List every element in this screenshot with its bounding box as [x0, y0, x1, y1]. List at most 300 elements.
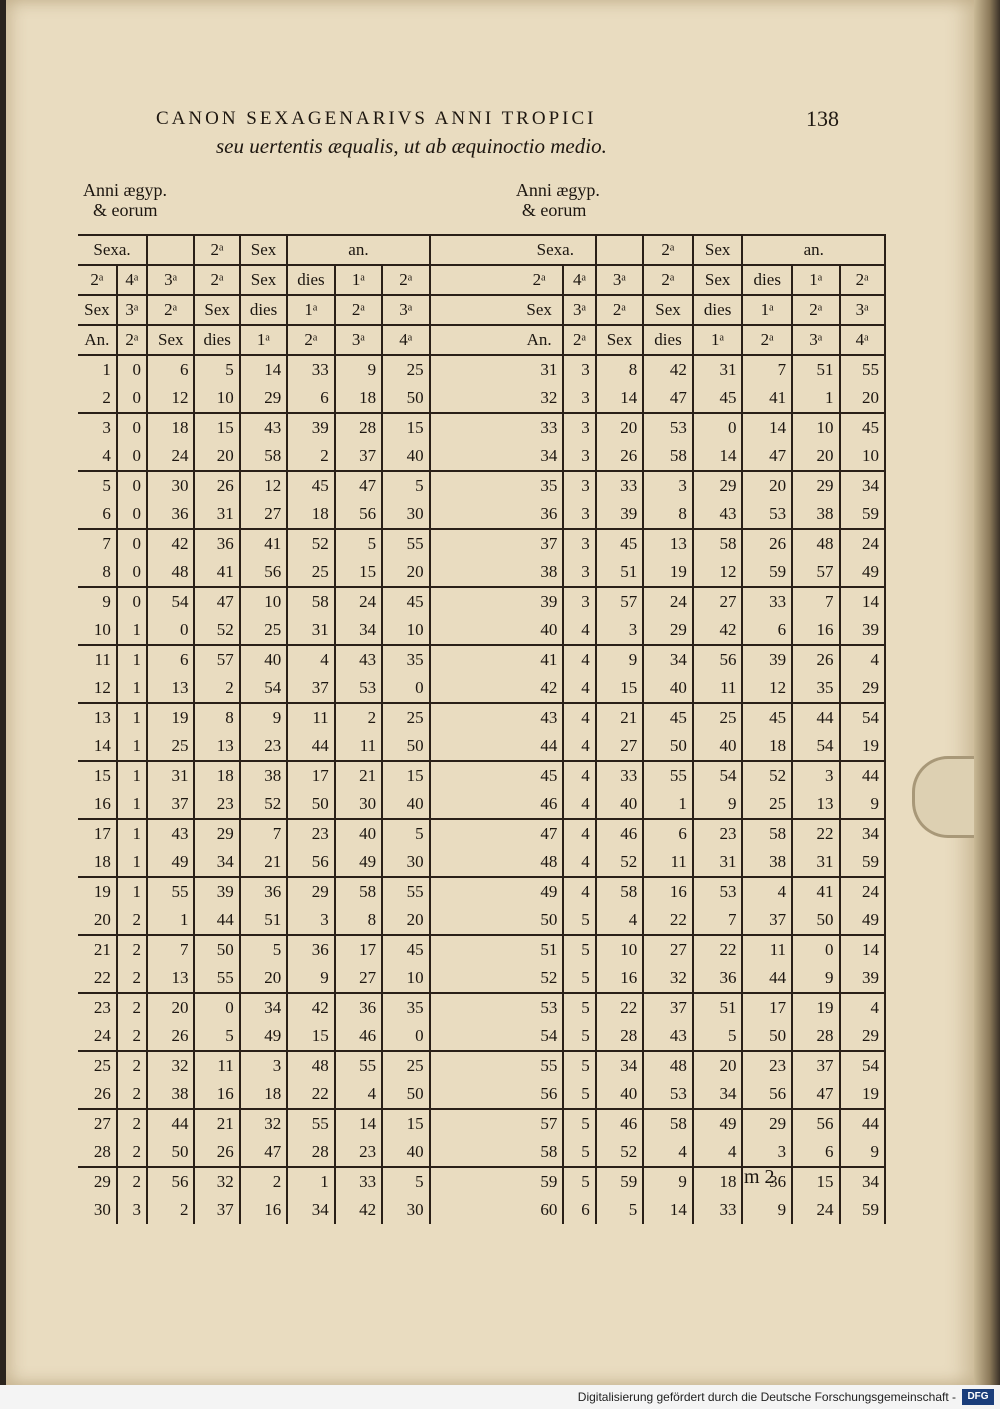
value-cell: 29 — [240, 384, 287, 413]
value-cell: 6 — [147, 355, 194, 384]
value-cell: 31 — [792, 848, 839, 877]
value-cell: 5 — [596, 1196, 643, 1224]
value-cell: 3 — [240, 1051, 287, 1080]
year-cell: 53 — [516, 993, 563, 1022]
value-cell: 3 — [563, 355, 595, 384]
value-cell: 54 — [240, 674, 287, 703]
value-cell: 20 — [382, 906, 429, 935]
value-cell: 25 — [287, 558, 334, 587]
value-cell: 51 — [792, 355, 839, 384]
gap-cell — [430, 1051, 516, 1080]
value-cell: 25 — [147, 732, 194, 761]
value-cell: 33 — [335, 1167, 382, 1196]
year-cell: 47 — [516, 819, 563, 848]
value-cell: 18 — [240, 1080, 287, 1109]
value-cell: 10 — [240, 587, 287, 616]
value-cell: 19 — [840, 732, 885, 761]
value-cell: 29 — [693, 471, 743, 500]
value-cell: 1 — [117, 674, 147, 703]
left-header-cell: 1ᵃ — [240, 325, 287, 355]
value-cell: 4 — [693, 1138, 743, 1167]
table-row — [78, 848, 885, 877]
year-cell: 39 — [516, 587, 563, 616]
value-cell: 26 — [194, 1138, 239, 1167]
value-cell: 3 — [643, 471, 693, 500]
value-cell: 34 — [335, 616, 382, 645]
value-cell: 12 — [240, 471, 287, 500]
value-cell: 58 — [596, 877, 643, 906]
year-cell: 46 — [516, 790, 563, 819]
value-cell: 51 — [240, 906, 287, 935]
value-cell: 23 — [194, 790, 239, 819]
value-cell: 0 — [117, 355, 147, 384]
value-cell: 1 — [287, 1167, 334, 1196]
value-cell: 0 — [117, 529, 147, 558]
year-cell: 11 — [78, 645, 117, 674]
year-cell: 17 — [78, 819, 117, 848]
value-cell: 45 — [693, 384, 743, 413]
value-cell: 32 — [194, 1167, 239, 1196]
year-cell: 32 — [516, 384, 563, 413]
table-row — [78, 935, 885, 964]
value-cell: 47 — [335, 471, 382, 500]
value-cell: 5 — [382, 471, 429, 500]
value-cell: 40 — [335, 819, 382, 848]
value-cell: 1 — [117, 877, 147, 906]
value-cell: 8 — [194, 703, 239, 732]
left-header-cell: 3ᵃ — [117, 295, 147, 325]
value-cell: 3 — [563, 587, 595, 616]
year-cell: 5 — [78, 471, 117, 500]
value-cell: 39 — [840, 616, 885, 645]
value-cell: 40 — [240, 645, 287, 674]
value-cell: 19 — [643, 558, 693, 587]
year-cell: 20 — [78, 906, 117, 935]
value-cell: 19 — [792, 993, 839, 1022]
value-cell: 39 — [742, 645, 792, 674]
value-cell: 34 — [840, 819, 885, 848]
value-cell: 8 — [643, 500, 693, 529]
year-cell: 30 — [78, 1196, 117, 1224]
value-cell: 14 — [840, 935, 885, 964]
value-cell: 9 — [840, 790, 885, 819]
value-cell: 35 — [792, 674, 839, 703]
value-cell: 3 — [563, 442, 595, 471]
header-row-3 — [78, 295, 885, 325]
value-cell: 20 — [840, 384, 885, 413]
value-cell: 4 — [563, 674, 595, 703]
value-cell: 4 — [596, 906, 643, 935]
right-header-cell: dies — [643, 325, 693, 355]
value-cell: 33 — [742, 587, 792, 616]
value-cell: 59 — [596, 1167, 643, 1196]
value-cell: 59 — [742, 558, 792, 587]
value-cell: 24 — [792, 1196, 839, 1224]
value-cell: 59 — [840, 500, 885, 529]
value-cell: 36 — [194, 529, 239, 558]
value-cell: 29 — [287, 877, 334, 906]
value-cell: 58 — [287, 587, 334, 616]
value-cell: 54 — [840, 1051, 885, 1080]
value-cell: 31 — [693, 355, 743, 384]
left-header-cell: Sex — [194, 295, 239, 325]
value-cell: 57 — [596, 587, 643, 616]
value-cell: 55 — [643, 761, 693, 790]
value-cell: 32 — [643, 964, 693, 993]
value-cell: 23 — [742, 1051, 792, 1080]
right-header-cell — [596, 235, 643, 265]
right-block-title — [516, 180, 885, 235]
year-cell: 27 — [78, 1109, 117, 1138]
value-cell: 2 — [117, 1138, 147, 1167]
value-cell: 20 — [194, 442, 239, 471]
year-cell: 29 — [78, 1167, 117, 1196]
value-cell: 25 — [742, 790, 792, 819]
value-cell: 22 — [596, 993, 643, 1022]
value-cell: 43 — [147, 819, 194, 848]
value-cell: 23 — [240, 732, 287, 761]
value-cell: 2 — [117, 935, 147, 964]
value-cell: 22 — [693, 935, 743, 964]
value-cell: 57 — [792, 558, 839, 587]
value-cell: 24 — [643, 587, 693, 616]
page-number: 138 — [806, 106, 839, 131]
value-cell: 7 — [240, 819, 287, 848]
value-cell: 20 — [147, 993, 194, 1022]
value-cell: 21 — [596, 703, 643, 732]
value-cell: 36 — [693, 964, 743, 993]
value-cell: 15 — [335, 558, 382, 587]
gap-cell — [430, 645, 516, 674]
table-row — [78, 1051, 885, 1080]
value-cell: 5 — [382, 819, 429, 848]
value-cell: 15 — [792, 1167, 839, 1196]
table-row — [78, 616, 885, 645]
value-cell: 14 — [335, 1109, 382, 1138]
value-cell: 41 — [742, 384, 792, 413]
value-cell: 2 — [147, 1196, 194, 1224]
gap-cell — [430, 587, 516, 616]
left-header-cell: an. — [287, 235, 429, 265]
value-cell: 31 — [194, 500, 239, 529]
value-cell: 5 — [194, 1022, 239, 1051]
year-cell: 31 — [516, 355, 563, 384]
value-cell: 2 — [117, 1022, 147, 1051]
value-cell: 0 — [117, 471, 147, 500]
header-row-1 — [78, 235, 885, 265]
value-cell: 37 — [147, 790, 194, 819]
value-cell: 33 — [693, 1196, 743, 1224]
value-cell: 36 — [287, 935, 334, 964]
left-header-cell: 4ᵃ — [117, 265, 147, 295]
left-header-cell: Sex — [147, 325, 194, 355]
value-cell: 17 — [742, 993, 792, 1022]
value-cell: 25 — [382, 703, 429, 732]
value-cell: 59 — [840, 1196, 885, 1224]
right-header-cell: 2ᵃ — [596, 295, 643, 325]
value-cell: 50 — [382, 1080, 429, 1109]
value-cell: 27 — [693, 587, 743, 616]
book-page — [6, 0, 974, 1385]
value-cell: 13 — [643, 529, 693, 558]
table-row — [78, 703, 885, 732]
value-cell: 5 — [194, 355, 239, 384]
right-header-cell: dies — [693, 295, 743, 325]
value-cell: 30 — [335, 790, 382, 819]
table-row — [78, 1022, 885, 1051]
value-cell: 16 — [194, 1080, 239, 1109]
value-cell: 9 — [693, 790, 743, 819]
value-cell: 50 — [287, 790, 334, 819]
value-cell: 15 — [382, 761, 429, 790]
left-header-cell: 3ᵃ — [147, 265, 194, 295]
gap-cell — [430, 558, 516, 587]
value-cell: 42 — [643, 355, 693, 384]
gap-cell — [430, 877, 516, 906]
value-cell: 0 — [693, 413, 743, 442]
table-row — [78, 355, 885, 384]
right-header-cell: 4ᵃ — [563, 265, 595, 295]
value-cell: 6 — [643, 819, 693, 848]
value-cell: 2 — [287, 442, 334, 471]
value-cell: 0 — [792, 935, 839, 964]
value-cell: 55 — [194, 964, 239, 993]
value-cell: 9 — [840, 1138, 885, 1167]
value-cell: 4 — [335, 1080, 382, 1109]
value-cell: 27 — [240, 500, 287, 529]
value-cell: 18 — [742, 732, 792, 761]
value-cell: 4 — [563, 819, 595, 848]
value-cell: 44 — [287, 732, 334, 761]
page-edge — [974, 0, 1000, 1385]
value-cell: 16 — [240, 1196, 287, 1224]
value-cell: 0 — [117, 587, 147, 616]
value-cell: 49 — [693, 1109, 743, 1138]
value-cell: 5 — [563, 1138, 595, 1167]
value-cell: 20 — [382, 558, 429, 587]
value-cell: 10 — [382, 616, 429, 645]
right-header-cell: 3ᵃ — [563, 295, 595, 325]
value-cell: 48 — [287, 1051, 334, 1080]
value-cell: 58 — [643, 1109, 693, 1138]
value-cell: 14 — [742, 413, 792, 442]
value-cell: 37 — [643, 993, 693, 1022]
table-row — [78, 558, 885, 587]
value-cell: 50 — [382, 732, 429, 761]
value-cell: 0 — [382, 1022, 429, 1051]
value-cell: 40 — [643, 674, 693, 703]
gap-cell — [430, 616, 516, 645]
value-cell: 47 — [742, 442, 792, 471]
value-cell: 34 — [643, 645, 693, 674]
year-cell: 3 — [78, 413, 117, 442]
value-cell: 4 — [563, 790, 595, 819]
gap-cell — [430, 500, 516, 529]
gap-cell — [430, 906, 516, 935]
table-row — [78, 500, 885, 529]
value-cell: 56 — [335, 500, 382, 529]
value-cell: 2 — [117, 1167, 147, 1196]
value-cell: 0 — [194, 993, 239, 1022]
value-cell: 9 — [742, 1196, 792, 1224]
value-cell: 4 — [840, 993, 885, 1022]
value-cell: 48 — [643, 1051, 693, 1080]
value-cell: 31 — [287, 616, 334, 645]
value-cell: 21 — [335, 761, 382, 790]
value-cell: 10 — [596, 935, 643, 964]
table-subtitle: seu uertentis æqualis, ut ab æquinoctio medio. — [216, 134, 607, 158]
value-cell: 46 — [335, 1022, 382, 1051]
value-cell: 27 — [335, 964, 382, 993]
left-header-cell: 4ᵃ — [382, 325, 429, 355]
value-cell: 11 — [194, 1051, 239, 1080]
value-cell: 31 — [147, 761, 194, 790]
value-cell: 4 — [643, 1138, 693, 1167]
year-cell: 45 — [516, 761, 563, 790]
right-header-cell: 2ᵃ — [643, 265, 693, 295]
value-cell: 1 — [117, 732, 147, 761]
gap-cell — [430, 265, 516, 295]
year-cell: 16 — [78, 790, 117, 819]
left-header-cell: Sexa. — [78, 235, 147, 265]
value-cell: 50 — [147, 1138, 194, 1167]
right-header-cell: Sex — [516, 295, 563, 325]
year-cell: 23 — [78, 993, 117, 1022]
value-cell: 5 — [382, 1167, 429, 1196]
value-cell: 33 — [596, 471, 643, 500]
value-cell: 35 — [382, 993, 429, 1022]
year-cell: 35 — [516, 471, 563, 500]
year-cell: 52 — [516, 964, 563, 993]
value-cell: 28 — [596, 1022, 643, 1051]
value-cell: 7 — [147, 935, 194, 964]
value-cell: 55 — [840, 355, 885, 384]
value-cell: 12 — [742, 674, 792, 703]
year-cell: 28 — [78, 1138, 117, 1167]
value-cell: 18 — [693, 1167, 743, 1196]
value-cell: 20 — [240, 964, 287, 993]
value-cell: 29 — [643, 616, 693, 645]
table-row — [78, 761, 885, 790]
value-cell: 16 — [643, 877, 693, 906]
year-cell: 33 — [516, 413, 563, 442]
dfg-logo: DFG — [962, 1389, 994, 1405]
value-cell: 29 — [840, 674, 885, 703]
value-cell: 56 — [693, 645, 743, 674]
value-cell: 36 — [742, 1167, 792, 1196]
value-cell: 19 — [147, 703, 194, 732]
value-cell: 15 — [596, 674, 643, 703]
value-cell: 8 — [596, 355, 643, 384]
value-cell: 2 — [240, 1167, 287, 1196]
gap-cell — [430, 413, 516, 442]
value-cell: 8 — [335, 906, 382, 935]
table-row — [78, 877, 885, 906]
year-cell: 57 — [516, 1109, 563, 1138]
value-cell: 29 — [792, 471, 839, 500]
value-cell: 45 — [596, 529, 643, 558]
value-cell: 45 — [382, 587, 429, 616]
value-cell: 52 — [596, 1138, 643, 1167]
value-cell: 44 — [792, 703, 839, 732]
value-cell: 29 — [840, 1022, 885, 1051]
right-header-cell: Sexa. — [516, 235, 596, 265]
right-header-cell: 2ᵃ — [742, 325, 792, 355]
value-cell: 37 — [194, 1196, 239, 1224]
value-cell: 20 — [693, 1051, 743, 1080]
table-row — [78, 732, 885, 761]
value-cell: 52 — [240, 790, 287, 819]
gap-cell — [430, 1196, 516, 1224]
value-cell: 44 — [742, 964, 792, 993]
value-cell: 58 — [335, 877, 382, 906]
value-cell: 10 — [840, 442, 885, 471]
table-row — [78, 1138, 885, 1167]
value-cell: 52 — [596, 848, 643, 877]
left-header-cell — [147, 235, 194, 265]
value-cell: 53 — [693, 877, 743, 906]
value-cell: 15 — [382, 1109, 429, 1138]
value-cell: 26 — [147, 1022, 194, 1051]
left-header-cell: 2ᵃ — [335, 295, 382, 325]
value-cell: 14 — [693, 442, 743, 471]
value-cell: 3 — [287, 906, 334, 935]
value-cell: 23 — [335, 1138, 382, 1167]
right-header-cell: 2ᵃ — [840, 265, 885, 295]
year-cell: 4 — [78, 442, 117, 471]
value-cell: 10 — [792, 413, 839, 442]
left-header-cell: 3ᵃ — [382, 295, 429, 325]
gap-cell — [430, 993, 516, 1022]
value-cell: 45 — [643, 703, 693, 732]
gap-cell — [430, 1109, 516, 1138]
left-header-cell: Sex — [240, 265, 287, 295]
value-cell: 43 — [643, 1022, 693, 1051]
value-cell: 1 — [792, 384, 839, 413]
value-cell: 53 — [742, 500, 792, 529]
value-cell: 49 — [240, 1022, 287, 1051]
value-cell: 28 — [792, 1022, 839, 1051]
value-cell: 4 — [742, 877, 792, 906]
value-cell: 30 — [382, 1196, 429, 1224]
left-title-line1: Anni ægyp. — [83, 180, 168, 200]
year-cell: 58 — [516, 1138, 563, 1167]
value-cell: 2 — [117, 1080, 147, 1109]
value-cell: 34 — [240, 993, 287, 1022]
year-cell: 60 — [516, 1196, 563, 1224]
value-cell: 26 — [194, 471, 239, 500]
left-header-cell: 2ᵃ — [117, 325, 147, 355]
value-cell: 5 — [563, 1051, 595, 1080]
value-cell: 44 — [840, 761, 885, 790]
value-cell: 17 — [287, 761, 334, 790]
value-cell: 3 — [563, 500, 595, 529]
gap-cell — [430, 529, 516, 558]
page-clip — [912, 756, 977, 838]
value-cell: 16 — [792, 616, 839, 645]
table-row — [78, 442, 885, 471]
right-header-cell: 3ᵃ — [596, 265, 643, 295]
table-row — [78, 674, 885, 703]
value-cell: 13 — [147, 674, 194, 703]
value-cell: 20 — [742, 471, 792, 500]
year-cell: 42 — [516, 674, 563, 703]
year-cell: 10 — [78, 616, 117, 645]
left-header-cell: 2ᵃ — [194, 235, 239, 265]
year-cell: 55 — [516, 1051, 563, 1080]
table-row — [78, 471, 885, 500]
value-cell: 13 — [792, 790, 839, 819]
